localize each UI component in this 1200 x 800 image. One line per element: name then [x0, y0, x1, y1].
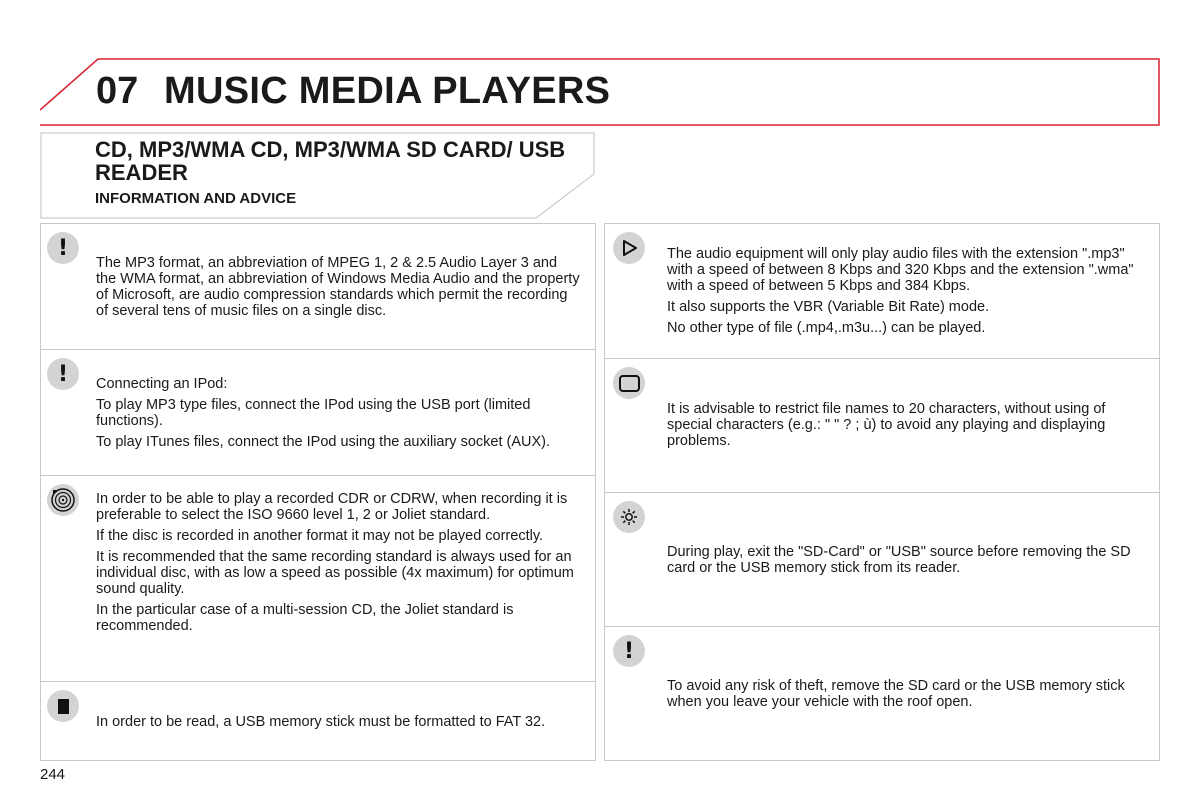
- section-subtitle: INFORMATION AND ADVICE: [95, 190, 297, 207]
- info-paragraph: Connecting an IPod:: [96, 376, 228, 392]
- info-text: [667, 401, 1147, 454]
- info-paragraph: No other type of file (.mp4,.m3u...) can be played.: [667, 320, 986, 336]
- info-paragraph: It is recommended that the same recording standard is always used for an individual disc, with as low a speed as possible (4x maximum) for optimum sound quality.: [96, 549, 574, 597]
- info-item: [605, 358, 1159, 493]
- info-paragraph: To play MP3 type files, connect the IPod using the USB port (limited functions).: [96, 397, 531, 429]
- info-paragraph: During play, exit the "SD-Card" or "USB" source before removing the SD card or the USB memory stick from its reader.: [667, 544, 1131, 576]
- info-item: [605, 492, 1159, 627]
- info-paragraph: In the particular case of a multi-session CD, the Joliet standard is recommended.: [96, 602, 514, 634]
- info-text: [96, 714, 586, 735]
- info-paragraph: It is advisable to restrict file names to 20 characters, without using of special characters (e.g.: " " ? ; ù) to avoid any playing and displaying problems.: [667, 401, 1106, 449]
- info-paragraph: In order to be able to play a recorded CDR or CDRW, when recording it is preferable to select the ISO 9660 level 1, 2 or Joliet standard.: [96, 491, 568, 523]
- info-paragraph: To play ITunes files, connect the IPod using the auxiliary socket (AUX).: [96, 434, 551, 450]
- exclamation-icon: !: [47, 358, 79, 390]
- info-item: [605, 224, 1159, 358]
- chapter-title: MUSIC MEDIA PLAYERS: [164, 70, 611, 112]
- info-text: [96, 491, 576, 639]
- info-paragraph: It also supports the VBR (Variable Bit Rate) mode.: [667, 299, 990, 315]
- info-text: [96, 376, 586, 455]
- info-paragraph: If the disc is recorded in another format it may not be played correctly.: [96, 528, 544, 544]
- exclamation-icon: !: [47, 232, 79, 264]
- page-number: 244: [40, 766, 66, 783]
- info-text: [667, 544, 1147, 581]
- section-title: CD, MP3/WMA CD, MP3/WMA SD CARD/ USB READER: [95, 137, 566, 185]
- info-item: [41, 224, 595, 349]
- info-text: [667, 678, 1147, 715]
- right-info-panel: [604, 223, 1160, 761]
- info-paragraph: The MP3 format, an abbreviation of MPEG 1, 2 & 2.5 Audio Layer 3 and the WMA format, an abbreviation of Windows Media Audio and the property of Microsoft, are audio compression standards which permit the recording of several tens of music files on a single disc.: [96, 255, 580, 319]
- info-text: [667, 246, 1147, 341]
- info-paragraph: In order to be read, a USB memory stick must be formatted to FAT 32.: [96, 714, 546, 730]
- info-item: [605, 626, 1159, 762]
- info-item: [41, 475, 595, 682]
- bulb-icon: [613, 501, 645, 533]
- screen-icon: [613, 367, 645, 399]
- usb-stick-icon: [47, 690, 79, 722]
- play-icon: [613, 232, 645, 264]
- info-text: [96, 255, 581, 324]
- chapter-number: 07: [96, 70, 139, 112]
- left-info-panel: [40, 223, 596, 761]
- info-item: [41, 681, 595, 762]
- info-paragraph: To avoid any risk of theft, remove the SD card or the USB memory stick when you leave your vehicle with the roof open.: [667, 678, 1125, 710]
- exclamation-icon: !: [613, 635, 645, 667]
- disc-icon: [47, 484, 79, 516]
- info-paragraph: The audio equipment will only play audio files with the extension ".mp3" with a speed of between 8 Kbps and 320 Kbps and the extension ".wma" with a speed of between 5 Kbps and 384 Kbps.: [667, 246, 1134, 294]
- info-item: [41, 349, 595, 476]
